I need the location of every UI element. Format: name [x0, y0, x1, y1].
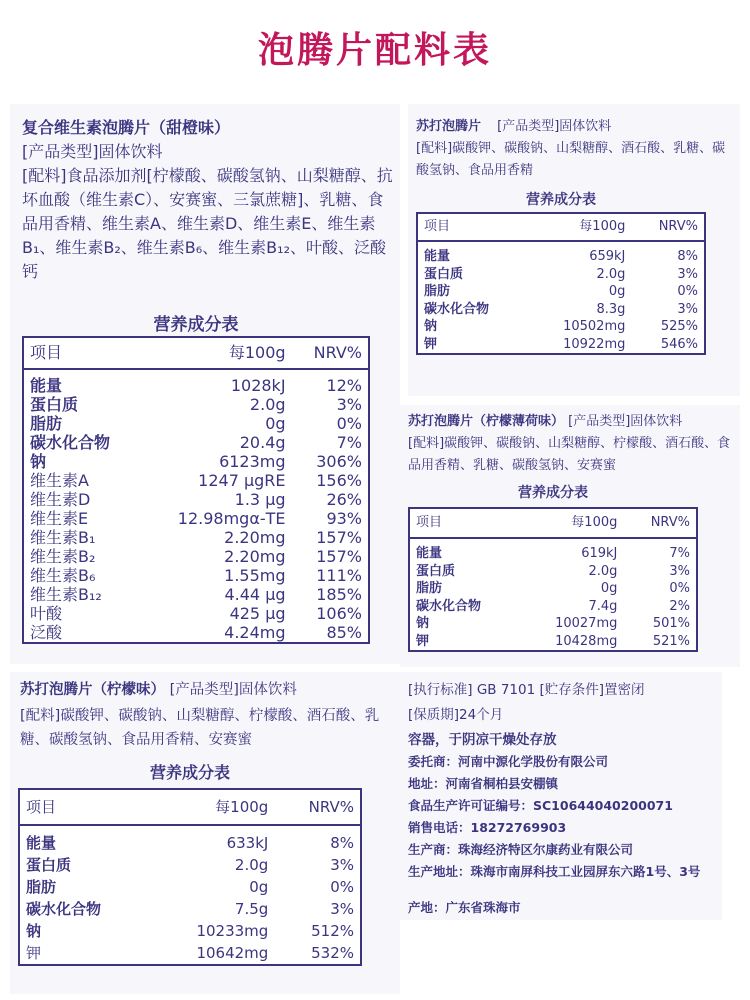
- table-row: 能量 633kJ 8%: [26, 834, 354, 852]
- header-item: 项目: [23, 337, 140, 369]
- info-storage: 容器，于阴凉干燥处存放: [408, 732, 557, 748]
- info-license: 食品生产许可证编号：SC10644040200071: [408, 798, 673, 813]
- product-name: 复合维生素泡腾片（甜橙味）: [22, 118, 231, 137]
- table-row: 维生素B₂ 2.20mg 157%: [30, 547, 362, 566]
- table-row: 蛋白质 2.0g 3%: [416, 563, 690, 579]
- product-name: 苏打泡腾片（柠檬薄荷味）: [408, 414, 565, 429]
- page-title: 泡腾片配料表: [257, 30, 492, 71]
- table-row: 泛酸 4.24mg 85%: [30, 623, 362, 642]
- product-type: [产品类型]固体饮料: [497, 119, 612, 134]
- table-row: 能量 1028kJ 12%: [30, 376, 362, 395]
- nutrition-table-title: 营养成分表: [526, 192, 596, 208]
- info-address: 地址：河南省桐柏县安棚镇: [408, 776, 559, 791]
- table-row: 钾 10922mg 546%: [424, 336, 698, 352]
- table-row: 钾 10428mg 521%: [416, 633, 690, 649]
- product-heading: [20, 678, 392, 702]
- table-row: 维生素B₁₂ 4.44 μg 185%: [30, 585, 362, 604]
- table-header-row: 项目 每100g NRV%: [417, 213, 705, 241]
- nutrition-table-title: 营养成分表: [153, 315, 239, 335]
- product-type: [产品类型]固体饮料: [169, 682, 297, 698]
- product-info-panel: [400, 672, 722, 920]
- table-row: 蛋白质 2.0g 3%: [26, 856, 354, 874]
- info-sales-phone: 销售电话：18272769903: [408, 820, 567, 835]
- table-row: 钠 10233mg 512%: [26, 922, 354, 940]
- product-panel-soda: [408, 104, 740, 396]
- info-origin: 产地：广东省珠海市: [408, 900, 521, 915]
- table-row: 钠 6123mg 306%: [30, 452, 362, 471]
- table-row: 叶酸 425 μg 106%: [30, 604, 362, 623]
- table-row: 碳水化合物 7.4g 2%: [416, 598, 690, 614]
- product-type: [产品类型]固体饮料: [22, 142, 163, 161]
- table-header-row: [23, 337, 369, 369]
- ingredients: [配料]碳酸钾、碳酸钠、山梨糖醇、酒石酸、乳糖、碳酸氢钠、食品用香精: [416, 141, 726, 178]
- nutrition-table: [408, 507, 698, 652]
- nutrition-table: [18, 788, 362, 966]
- product-name: 苏打泡腾片: [416, 119, 482, 134]
- table-header-row: 项目 每100g NRV%: [19, 789, 361, 825]
- info-entrusted-by: 委托商：河南中源化学股份有限公司: [408, 754, 609, 769]
- nutrition-table: [416, 212, 706, 355]
- product-panel-lemon-mint: [400, 405, 740, 667]
- table-row: 脂肪 0g 0%: [416, 581, 690, 596]
- table-row: 维生素E 12.98mgα-TE 93%: [30, 509, 362, 528]
- table-row: 能量 619kJ 7%: [416, 546, 690, 561]
- table-row: 维生素B₁ 2.20mg 157%: [30, 528, 362, 547]
- table-row: 蛋白质 2.0g 3%: [424, 266, 698, 282]
- info-production-address: 生产地址：珠海市南屏科技工业园屏东六路1号、3号: [408, 864, 701, 879]
- table-row: 碳水化合物 8.3g 3%: [424, 301, 698, 317]
- header-per100g: 每100g: [140, 337, 291, 369]
- nutrition-table-title: 营养成分表: [518, 485, 588, 501]
- table-row: 脂肪 0g 0%: [30, 414, 362, 433]
- info-shelf-life: [保质期]24个月: [408, 707, 504, 723]
- product-name: 苏打泡腾片（柠檬味）: [20, 682, 165, 698]
- ingredients: [配料]碳酸钾、碳酸钠、山梨糖醇、柠檬酸、酒石酸、乳糖、碳酸氢钠、食品用香精、安赛蜜: [20, 708, 380, 748]
- product-panel-multivitamin: [10, 104, 400, 664]
- info-standard: [执行标准] GB 7101 [贮存条件]置密闭: [408, 682, 645, 698]
- product-type: [产品类型]固体饮料: [568, 414, 683, 429]
- product-heading: [408, 411, 738, 433]
- nutrition-table-title: 营养成分表: [149, 763, 230, 782]
- table-row: 蛋白质 2.0g 3%: [30, 395, 362, 414]
- table-row: 脂肪 0g 0%: [424, 284, 698, 299]
- table-row: 碳水化合物 20.4g 7%: [30, 433, 362, 452]
- table-row: 钾 10642mg 532%: [26, 944, 354, 962]
- ingredients: [配料]碳酸钾、碳酸钠、山梨糖醇、柠檬酸、酒石酸、食品用香精、乳糖、碳酸氢钠、安赛蜜: [408, 436, 731, 473]
- header-nrv: NRV%: [292, 337, 369, 369]
- table-row: 维生素D 1.3 μg 26%: [30, 490, 362, 509]
- table-row: 钠 10027mg 501%: [416, 616, 690, 631]
- table-row: 钠 10502mg 525%: [424, 319, 698, 334]
- info-manufacturer: 生产商：珠海经济特区尔康药业有限公司: [408, 842, 634, 857]
- product-panel-lemon: [10, 672, 400, 994]
- product-heading: [416, 116, 734, 138]
- ingredients: [配料]食品添加剂[柠檬酸、碳酸氢钠、山梨糖醇、抗坏血酸（维生素C）、安赛蜜、三氯蔗糖]、乳糖、食品用香精、维生素A、维生素D、维生素E、维生素B₁、维生素B₂、维生素B₆、维生素B₁₂、叶酸、泛酸钙: [22, 166, 393, 281]
- table-row: 能量 659kJ 8%: [424, 249, 698, 264]
- table-row: 碳水化合物 7.5g 3%: [26, 900, 354, 918]
- table-row: 脂肪 0g 0%: [26, 878, 354, 896]
- nutrition-table: [22, 336, 370, 644]
- table-row: 维生素A 1247 μgRE 156%: [30, 471, 362, 490]
- table-row: 维生素B₆ 1.55mg 111%: [30, 566, 362, 585]
- table-header-row: 项目 每100g NRV%: [409, 508, 697, 538]
